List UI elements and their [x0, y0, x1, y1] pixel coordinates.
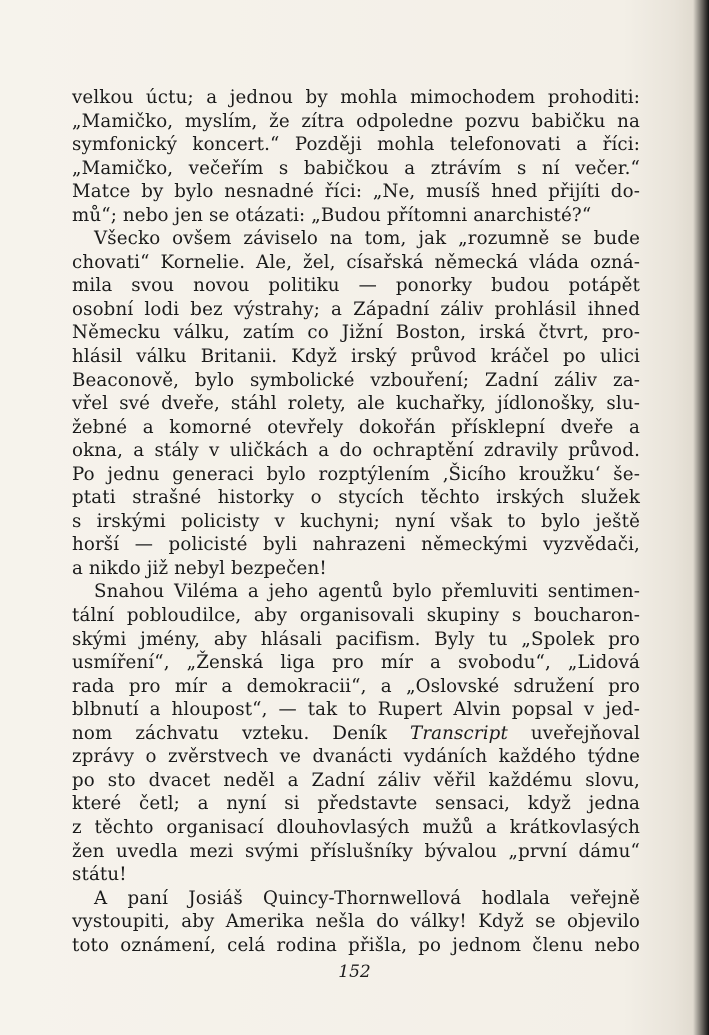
text-line: okna, a stály v uličkách a do ochraptění zdravily průvod.	[72, 440, 640, 462]
text-line: skými jmény, aby hlásali pacifism. Byly tu „Spolek pro	[72, 628, 640, 650]
text-line: tální pobloudilce, aby organisovali skupiny s boucharon-	[72, 605, 640, 627]
text-line: a nikdo již nebyl bezpečen!	[72, 557, 327, 579]
text-line: Beaconově, bylo symbolické vzbouření; Zadní záliv za-	[72, 369, 640, 391]
page-number: 152	[338, 962, 371, 982]
text-line: velkou úctu; a jednou by mohla mimochodem prohoditi:	[72, 87, 640, 108]
text-line: žebné a komorné otevřely dokořán přísklepní dveře a	[72, 416, 640, 438]
text-line: zprávy o zvěrstvech ve dvanácti vydáních každého týdne	[72, 746, 640, 768]
text-line: rada pro mír a demokracii“, a „Oslovské sdružení pro	[72, 675, 640, 697]
text-line: které četl; a nyní si představte sensaci, když jedna	[72, 793, 640, 815]
text-line: toto oznámení, celá rodina přišla, po jednom členu nebo	[72, 934, 640, 956]
text-line: vřel své dveře, stáhl rolety, ale kuchařky, jídlonošky, slu-	[72, 393, 640, 415]
text-line: z těchto organisací dlouhovlasých mužů a krátkovlasých	[72, 816, 640, 838]
text-line: blbnutí a hloupost“, — tak to Rupert Alvin popsal v jed-	[72, 699, 640, 721]
body-text	[72, 86, 640, 957]
text-line: A paní Josiáš Quincy-Thornwellová hodlala veřejně	[94, 887, 640, 909]
text-line: „Mamičko, myslím, že zítra odpoledne pozvu babičku na	[72, 110, 640, 132]
text-line: vystoupiti, aby Amerika nešla do války! Když se objevilo	[72, 911, 640, 933]
text-line: usmíření“, „Ženská liga pro mír a svobodu“, „Lidová	[72, 652, 640, 674]
text-line: státu!	[72, 864, 127, 886]
text-line: Všecko ovšem záviselo na tom, jak „rozumně se bude	[94, 228, 640, 250]
text-line: Německu válku, zatím co Jižní Boston, irská čtvrt, pro-	[72, 322, 640, 344]
text-line: horší — policisté byli nahrazeni německými vyzvědači,	[72, 534, 640, 556]
binding-shadow	[693, 0, 709, 1035]
text-line: „Mamičko, večeřím s babičkou a ztrávím s ní večer.“	[72, 157, 640, 179]
text-line: Matce by bylo nesnadné říci: „Ne, musíš hned přijíti do-	[72, 181, 640, 203]
text-line: po sto dvacet neděl a Zadní záliv věřil každému slovu,	[72, 769, 640, 791]
text-line: žen uvedla mezi svými příslušníky bývalou „první dámu“	[72, 840, 640, 862]
text-line: mila svou novou politiku — ponorky budou potápět	[72, 275, 640, 297]
text-line: symfonický koncert.“ Později mohla telefonovati a říci:	[72, 134, 640, 156]
text-line: mů“; nebo jen se otázati: „Budou přítomni anarchisté?“	[72, 204, 592, 226]
text-line: hlásil válku Britanii. Když irský průvod kráčel po ulici	[72, 346, 640, 368]
text-line: Po jednu generaci bylo rozptýlením ‚Šicího kroužku‘ še-	[72, 463, 640, 485]
text-line: osobní lodi bez výstrahy; a Západní záliv prohlásil ihned	[72, 298, 640, 320]
text-line: chovati“ Kornelie. Ale, žel, císařská německá vláda ozná-	[72, 251, 640, 273]
newspaper-title: Transcript	[410, 722, 508, 744]
text-line: ptati strašné historky o stycích těchto irských služek	[72, 487, 640, 509]
text-line: nom záchvatu vzteku. Deník Transcript uveřejňoval	[72, 722, 640, 744]
text-line: s irskými policisty v kuchyni; nyní však to bylo ještě	[72, 510, 640, 532]
text-line: Snahou Viléma a jeho agentů bylo přemluviti sentimen-	[94, 581, 640, 603]
